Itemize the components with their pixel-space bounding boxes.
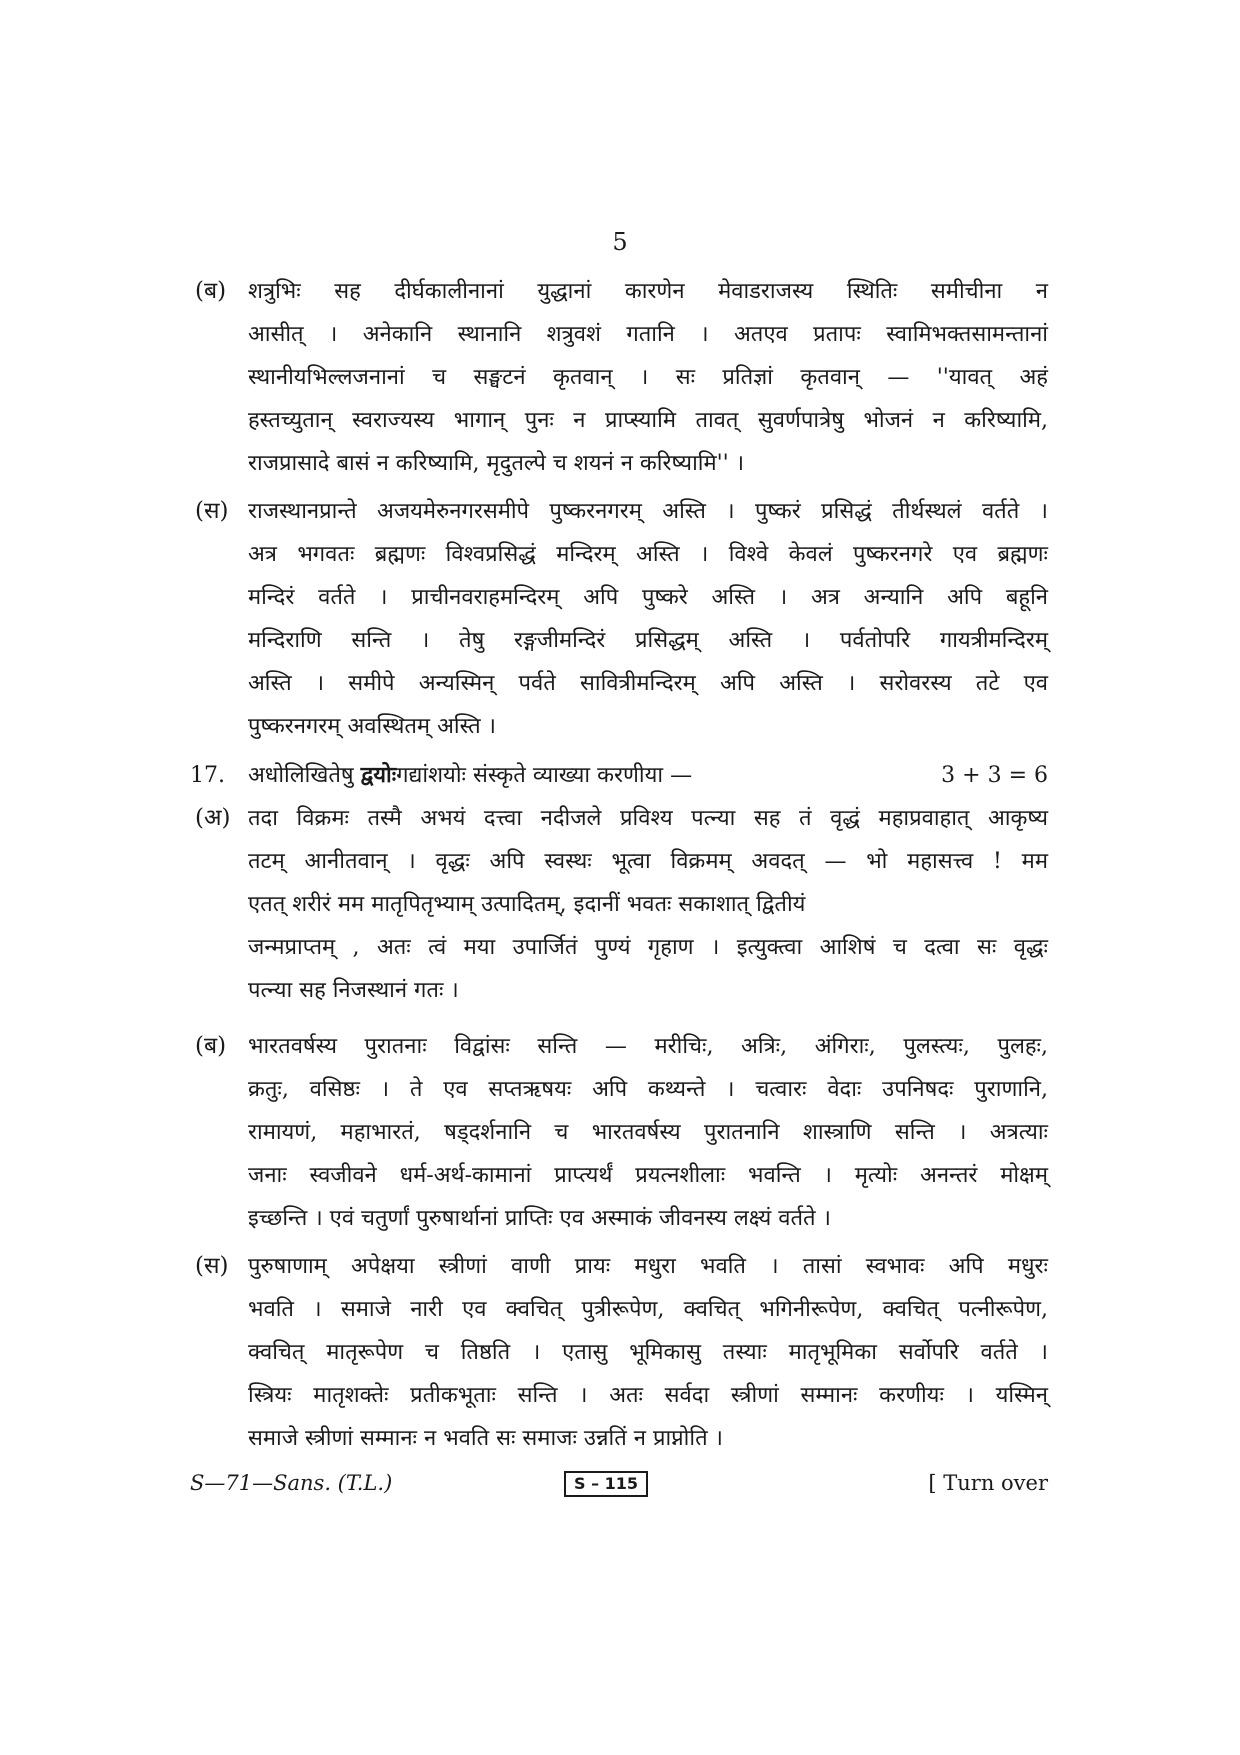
passage-line: तटम् आनीतवान् । वृद्धः अपि स्वस्थः भूत्वा विक्रमम् अवदत् — भो महासत्त्व ! मम (248, 849, 1048, 874)
passage-line: भवति । समाजे नारी एव क्वचित् पुत्रीरूपेण, क्वचित् भगिनीरूपेण, क्वचित् पत्नीरूपेण, (248, 1297, 1048, 1322)
passage-line: राजस्थानप्रान्ते अजयमेरुनगरसमीपे पुष्करनगरम् अस्ति । पुष्करं प्रसिद्धं तीर्थस्थलं वर्तते । (248, 499, 1048, 524)
passage-line: समाजे स्त्रीणां सम्मानः न भवति सः समाजः उन्नतिं न प्राप्नोति । (248, 1426, 723, 1451)
passage-line: हस्तच्युतान् स्वराज्यस्य भागान् पुनः न प्राप्स्यामि तावत् सुवर्णपात्रेषु भोजनं न करिष्यामि, (248, 408, 1048, 433)
question-number: 17. (190, 763, 225, 788)
passage-line: क्वचित् मातृरूपेण च तिष्ठति । एतासु भूमिकासु तस्याः मातृभूमिका सर्वोपरि वर्तते । (248, 1340, 1048, 1365)
passage-line: आसीत् । अनेकानि स्थानानि शत्रुवशं गतानि । अतएव प्रतापः स्वामिभक्तसामन्तानां (248, 322, 1048, 347)
paper-code: S—71—Sans. (T.L.) (190, 1471, 393, 1495)
page-number: 5 (612, 228, 628, 256)
question-text: अधोलिखितेषु द्वयोःगद्यांशयोः संस्कृते व्याख्या करणीया — (248, 762, 693, 788)
passage-line: रामायणं, महाभारतं, षड्दर्शनानि च भारतवर्षस्य पुरातनानि शास्त्राणि सन्ति । अत्रत्याः (248, 1120, 1048, 1145)
passage-16-s (195, 490, 1048, 748)
passage-marker: (ब) (195, 1033, 227, 1059)
passage-line: शत्रुभिः सह दीर्घकालीनानां युद्धानां कारणेन मेवाडराजस्य स्थितिः समीचीना न (248, 279, 1048, 304)
passage-marker: (ब) (195, 278, 227, 304)
passage-17-s (195, 1245, 1048, 1460)
question-marks: 3 + 3 = 6 (941, 763, 1048, 788)
question-text-bold: द्वयोः (360, 762, 397, 788)
passage-line: एतत् शरीरं मम मातृपितृभ्याम् उत्पादितम्, इदानीं भवतः सकाशात् द्वितीयं (248, 892, 806, 917)
passage-line: मन्दिरं वर्तते । प्राचीनवराहमन्दिरम् अपि पुष्करे अस्ति । अत्र अन्यानि अपि बहूनि (248, 585, 1048, 610)
passage-line: जनाः स्वजीवने धर्म-अर्थ-कामानां प्राप्त्यर्थं प्रयत्नशीलाः भवन्ति । मृत्योः अनन्तरं मोक्षम् (248, 1163, 1048, 1188)
passage-line: राजप्रासादे बासं न करिष्यामि, मृदुतल्पे च शयनं न करिष्यामि'' । (248, 451, 745, 476)
passage-line: मन्दिराणि सन्ति । तेषु रङ्गजीमन्दिरं प्रसिद्धम् अस्ति । पर्वतोपरि गायत्रीमन्दिरम् (248, 628, 1048, 653)
passage-line: इच्छन्ति । एवं चतुर्णां पुरुषार्थानां प्राप्तिः एव अस्माकं जीवनस्य लक्ष्यं वर्तते । (248, 1206, 831, 1231)
passage-line: जन्मप्राप्तम् , अतः त्वं मया उपार्जितं पुण्यं गृहाण । इत्युक्त्वा आशिषं च दत्वा सः वृद्धः (248, 935, 1048, 960)
passage-line: स्थानीयभिल्लजनानां च सङ्घटनं कृतवान् । सः प्रतिज्ञां कृतवान् — ''यावत् अहं (248, 365, 1048, 390)
passage-line: अस्ति । समीपे अन्यस्मिन् पर्वते सावित्रीमन्दिरम् अपि अस्ति । सरोवरस्य तटे एव (248, 671, 1048, 696)
turn-over-note: [ Turn over (928, 1471, 1048, 1495)
passage-line: पुरुषाणाम् अपेक्षया स्त्रीणां वाणी प्रायः मधुरा भवति । तासां स्वभावः अपि मधुरः (248, 1254, 1048, 1279)
passage-marker: (अ) (195, 805, 231, 831)
passage-line: भारतवर्षस्य पुरातनाः विद्वांसः सन्ति — मरीचिः, अत्रिः, अंगिराः, पुलस्त्यः, पुलहः, (248, 1034, 1048, 1059)
passage-line: अत्र भगवतः ब्रह्मणः विश्वप्रसिद्धं मन्दिरम् अस्ति । विश्वे केवलं पुष्करनगरे एव ब्रह्मणः (248, 542, 1048, 567)
passage-line: पुष्करनगरम् अवस्थितम् अस्ति । (248, 714, 496, 739)
passage-marker: (स) (195, 498, 229, 524)
passage-17-b (195, 1025, 1048, 1240)
passage-line: तदा विक्रमः तस्मै अभयं दत्त्वा नदीजले प्रविश्य पत्न्या सह तं वृद्धं महाप्रवाहात् आकृष्य (248, 806, 1048, 831)
page-footer (190, 1467, 1048, 1503)
passage-line: पत्न्या सह निजस्थानं गतः । (248, 978, 459, 1003)
passage-line: स्त्रियः मातृशक्तेः प्रतीकभूताः सन्ति । अतः सर्वदा स्त्रीणां सम्मानः करणीयः । यस्मिन् (248, 1383, 1048, 1408)
passage-16-b (195, 270, 1048, 485)
question-17-heading (190, 754, 1048, 797)
page-code-badge: S – 115 (564, 1471, 648, 1497)
passage-marker: (स) (195, 1253, 229, 1279)
passage-17-a (195, 797, 1048, 1012)
passage-line: क्रतुः, वसिष्ठः । ते एव सप्तऋषयः अपि कथ्यन्ते । चत्वारः वेदाः उपनिषदः पुराणानि, (248, 1077, 1048, 1102)
